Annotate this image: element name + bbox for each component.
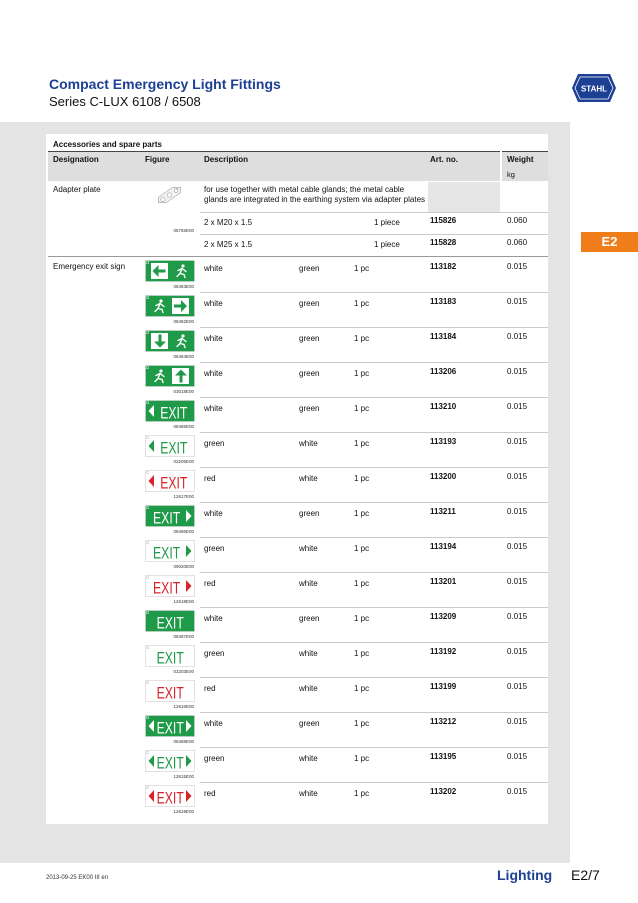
adapter-variant-2: 2 x M25 x 1.5 xyxy=(204,240,253,249)
sign-weight: 0.015 xyxy=(507,437,528,446)
sign-art-no: 113182 xyxy=(430,262,457,271)
sign-art-no: 113194 xyxy=(430,542,457,551)
sign-art-no: 113201 xyxy=(430,577,457,586)
sign-qty: 1 pc xyxy=(354,579,370,588)
adapter-artno-2: 115828 xyxy=(430,238,457,247)
footer-date: 2013-09-25 EK00 III en xyxy=(46,875,109,881)
svg-text:EXIT: EXIT xyxy=(156,754,184,772)
figure-code: 08482E00 xyxy=(173,319,194,324)
sign-art-no: 113212 xyxy=(430,717,457,726)
exit-sign-figure-exit-both xyxy=(145,750,195,772)
row-divider xyxy=(200,607,548,608)
sign-color-2: white xyxy=(299,684,318,693)
figure-code: 03203E00 xyxy=(173,669,194,674)
sign-color-1: white xyxy=(204,369,223,378)
sign-art-no: 113209 xyxy=(430,612,457,621)
figure-code: 12618E00 xyxy=(173,599,194,604)
svg-text:EXIT: EXIT xyxy=(156,719,184,737)
row-divider xyxy=(200,397,548,398)
sign-art-no: 113200 xyxy=(430,472,457,481)
sign-color-2: white xyxy=(299,789,318,798)
sign-qty: 1 pc xyxy=(354,544,370,553)
svg-text:EXIT: EXIT xyxy=(156,649,184,667)
row-divider xyxy=(200,642,548,643)
sign-qty: 1 pc xyxy=(354,719,370,728)
figure-code: 03206E00 xyxy=(173,459,194,464)
exit-sign-figure-exit-right xyxy=(145,505,195,527)
row-divider xyxy=(200,432,548,433)
adapter-artno-1: 115826 xyxy=(430,216,457,225)
sign-qty: 1 pc xyxy=(354,299,370,308)
exit-sign-figure-exit-both xyxy=(145,715,195,737)
exit-sign-figure-exit-right xyxy=(145,540,195,562)
sign-qty: 1 pc xyxy=(354,369,370,378)
artno-shade xyxy=(428,182,500,212)
svg-text:EXIT: EXIT xyxy=(156,789,184,807)
svg-text:EXIT: EXIT xyxy=(160,404,188,422)
sign-weight: 0.015 xyxy=(507,367,528,376)
sign-qty: 1 pc xyxy=(354,439,370,448)
stahl-logo xyxy=(572,74,616,102)
sign-color-1: white xyxy=(204,614,223,623)
sign-color-2: white xyxy=(299,649,318,658)
adapter-qty-1: 1 piece xyxy=(374,218,400,227)
row-divider xyxy=(200,467,548,468)
exit-sign-figure-up xyxy=(145,365,195,387)
sign-weight: 0.015 xyxy=(507,472,528,481)
sign-art-no: 113210 xyxy=(430,402,457,411)
sign-color-2: white xyxy=(299,754,318,763)
sign-qty: 1 pc xyxy=(354,264,370,273)
figure-code: 08488E00 xyxy=(173,739,194,744)
col-designation: Designation xyxy=(53,155,99,164)
sign-art-no: 113193 xyxy=(430,437,457,446)
exit-sign-figure-exit xyxy=(145,610,195,632)
exit-sign-figure-exit-right xyxy=(145,575,195,597)
sign-weight: 0.015 xyxy=(507,717,528,726)
exit-sign-figure-exit-left xyxy=(145,400,195,422)
sign-qty: 1 pc xyxy=(354,684,370,693)
exit-sign-figure-exit-both xyxy=(145,785,195,807)
figure-code: 12615E00 xyxy=(173,774,194,779)
row-divider xyxy=(200,782,548,783)
sign-color-2: white xyxy=(299,579,318,588)
figure-code: 12617E00 xyxy=(173,494,194,499)
sign-color-1: white xyxy=(204,299,223,308)
footer-section[interactable]: Lighting xyxy=(497,867,553,883)
sign-color-1: green xyxy=(204,754,225,763)
exit-sign-figure-exit-left xyxy=(145,470,195,492)
adapter-variant-1: 2 x M20 x 1.5 xyxy=(204,218,253,227)
sign-color-1: green xyxy=(204,544,225,553)
sign-weight: 0.015 xyxy=(507,577,528,586)
section-tab-e2[interactable]: E2 xyxy=(581,232,638,252)
page-title: Compact Emergency Light Fittings xyxy=(49,76,281,92)
sign-color-1: white xyxy=(204,334,223,343)
sign-weight: 0.015 xyxy=(507,507,528,516)
sign-art-no: 113206 xyxy=(430,367,457,376)
figure-code: 08486E00 xyxy=(173,529,194,534)
sign-color-2: green xyxy=(299,264,320,273)
designation-adapter: Adapter plate xyxy=(53,185,101,194)
sign-color-1: green xyxy=(204,649,225,658)
sign-color-2: green xyxy=(299,369,320,378)
exit-sign-figure-left xyxy=(145,260,195,282)
sign-qty: 1 pc xyxy=(354,614,370,623)
svg-text:EXIT: EXIT xyxy=(156,684,184,702)
svg-text:EXIT: EXIT xyxy=(153,579,181,597)
sign-color-2: white xyxy=(299,474,318,483)
adapter-figure-code: 05755E00 xyxy=(173,228,194,233)
sign-color-2: green xyxy=(299,509,320,518)
row-divider xyxy=(200,292,548,293)
sign-art-no: 113199 xyxy=(430,682,457,691)
sign-weight: 0.015 xyxy=(507,332,528,341)
row-divider xyxy=(200,327,548,328)
svg-text:EXIT: EXIT xyxy=(160,439,188,457)
figure-code: 08484E00 xyxy=(173,354,194,359)
sign-art-no: 113184 xyxy=(430,332,457,341)
sign-weight: 0.015 xyxy=(507,262,528,271)
designation-exit-sign: Emergency exit sign xyxy=(53,262,126,271)
sign-color-1: red xyxy=(204,579,216,588)
sign-qty: 1 pc xyxy=(354,334,370,343)
sign-color-1: red xyxy=(204,684,216,693)
sign-weight: 0.015 xyxy=(507,612,528,621)
sign-weight: 0.015 xyxy=(507,402,528,411)
figure-code: 08485E00 xyxy=(173,424,194,429)
sign-color-1: red xyxy=(204,474,216,483)
row-divider xyxy=(200,362,548,363)
sign-weight: 0.015 xyxy=(507,297,528,306)
sign-art-no: 113202 xyxy=(430,787,457,796)
svg-text:EXIT: EXIT xyxy=(156,614,184,632)
col-weight: Weight xyxy=(507,155,534,164)
col-description: Description xyxy=(204,155,249,164)
exit-sign-figure-exit xyxy=(145,680,195,702)
row-divider xyxy=(200,502,548,503)
figure-code: 09020E00 xyxy=(173,564,194,569)
sign-color-2: white xyxy=(299,544,318,553)
figure-code: 12616E00 xyxy=(173,704,194,709)
adapter-weight-1: 0.060 xyxy=(507,216,528,225)
sign-weight: 0.015 xyxy=(507,787,528,796)
adapter-qty-2: 1 piece xyxy=(374,240,400,249)
row-divider xyxy=(200,747,548,748)
svg-text:EXIT: EXIT xyxy=(153,509,181,527)
content-panel xyxy=(46,134,548,824)
sign-color-2: green xyxy=(299,404,320,413)
sign-color-1: white xyxy=(204,404,223,413)
row-divider xyxy=(200,677,548,678)
figure-code: 08487E00 xyxy=(173,634,194,639)
sign-weight: 0.015 xyxy=(507,752,528,761)
exit-sign-figure-exit-left xyxy=(145,435,195,457)
figure-code: 12619E00 xyxy=(173,809,194,814)
sign-weight: 0.015 xyxy=(507,682,528,691)
sign-color-1: white xyxy=(204,719,223,728)
sign-art-no: 113183 xyxy=(430,297,457,306)
sign-color-2: green xyxy=(299,614,320,623)
sign-color-2: white xyxy=(299,439,318,448)
sign-art-no: 113195 xyxy=(430,752,457,761)
col-figure: Figure xyxy=(145,155,170,164)
exit-sign-figure-down xyxy=(145,330,195,352)
sign-color-2: green xyxy=(299,299,320,308)
adapter-weight-2: 0.060 xyxy=(507,238,528,247)
adapter-description: for use together with metal cable glands; the metal cable glands are integrated in the earthing system via adapter plates xyxy=(204,185,426,204)
logo-text: STAHL xyxy=(580,84,608,94)
sign-qty: 1 pc xyxy=(354,404,370,413)
sign-art-no: 113211 xyxy=(430,507,456,516)
row-divider xyxy=(200,537,548,538)
sign-qty: 1 pc xyxy=(354,754,370,763)
sign-qty: 1 pc xyxy=(354,789,370,798)
adapter-plate-figure xyxy=(145,184,195,224)
section-title: Accessories and spare parts xyxy=(53,140,162,149)
figure-code: 08483E00 xyxy=(173,284,194,289)
sign-art-no: 113192 xyxy=(430,647,457,656)
exit-sign-figure-right xyxy=(145,295,195,317)
sign-qty: 1 pc xyxy=(354,474,370,483)
sign-color-1: green xyxy=(204,439,225,448)
sign-color-1: red xyxy=(204,789,216,798)
svg-text:EXIT: EXIT xyxy=(153,544,181,562)
row-divider xyxy=(200,712,548,713)
sign-weight: 0.015 xyxy=(507,647,528,656)
page-subtitle: Series C-LUX 6108 / 6508 xyxy=(49,94,201,109)
col-weight-unit: kg xyxy=(507,170,515,179)
sign-color-1: white xyxy=(204,264,223,273)
sign-qty: 1 pc xyxy=(354,649,370,658)
row-divider xyxy=(200,572,548,573)
col-art-no: Art. no. xyxy=(430,155,458,164)
sign-weight: 0.015 xyxy=(507,542,528,551)
svg-text:EXIT: EXIT xyxy=(160,474,188,492)
sign-color-2: green xyxy=(299,334,320,343)
figure-code: 03018E00 xyxy=(173,389,194,394)
sign-color-1: white xyxy=(204,509,223,518)
sign-color-2: green xyxy=(299,719,320,728)
exit-sign-figure-exit xyxy=(145,645,195,667)
footer-page-number: E2/7 xyxy=(571,867,600,883)
sign-qty: 1 pc xyxy=(354,509,370,518)
